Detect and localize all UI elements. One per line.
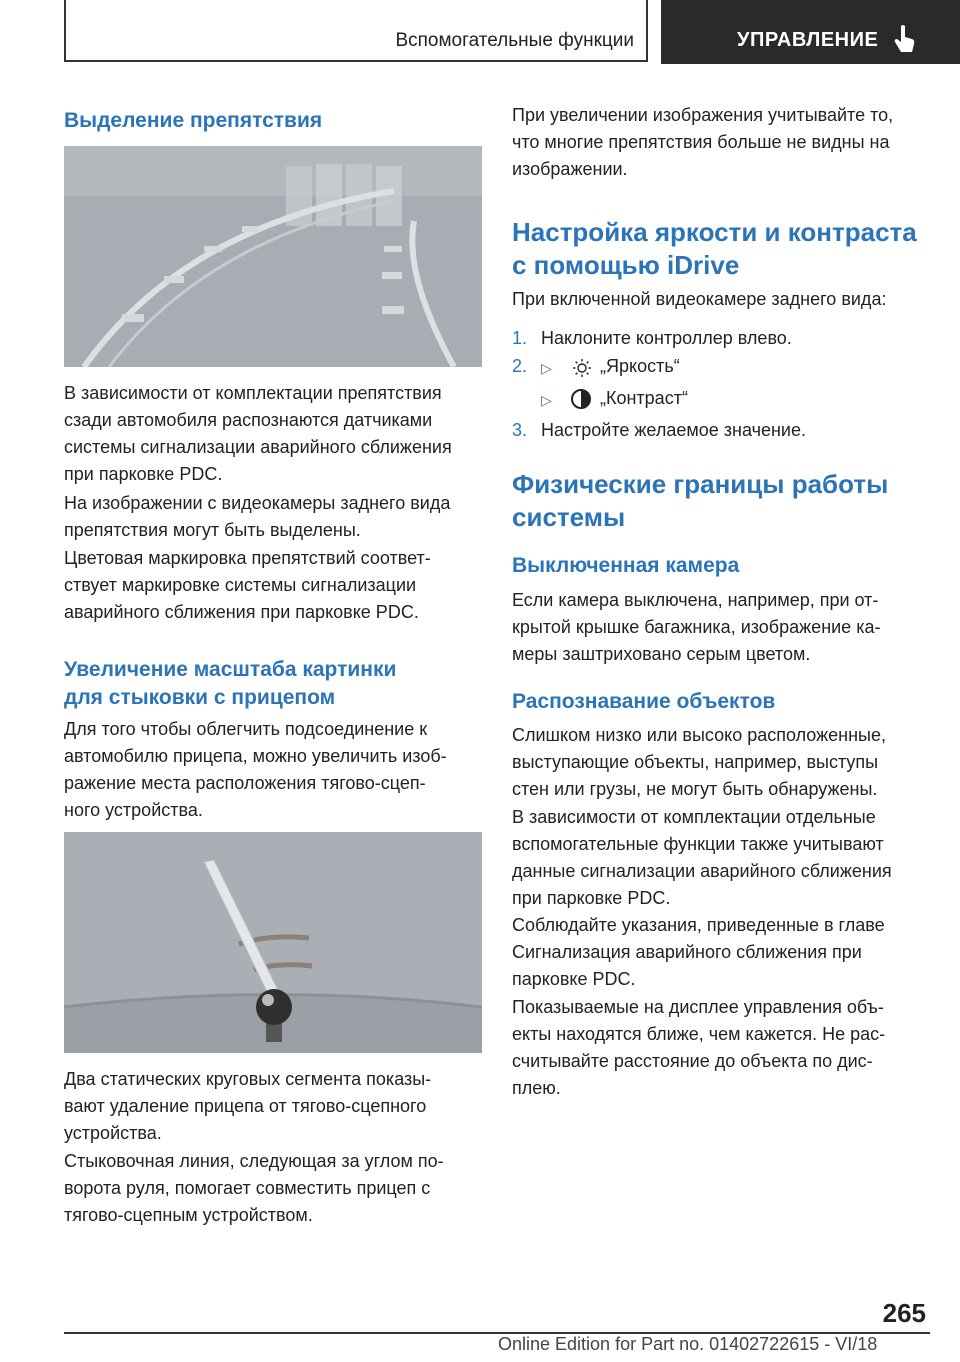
heading-line: Увеличение масштаба картинки [64,658,397,681]
heading-line: Настройка яркости и контраста [512,217,917,247]
text-line: меры заштриховано серым цветом. [512,644,811,664]
left-para-5 [64,1066,431,1147]
header-section-title: Вспомогательные функции [395,30,634,51]
text-line: вспомогательные функции также учитывают [512,834,884,854]
header-chapter-title: УПРАВЛЕНИЕ [737,29,879,51]
right-para-3 [512,587,880,668]
text-line: Если камера выключена, например, при от- [512,590,879,610]
text-line: вают удаление прицепа от тягово-сцепного [64,1096,427,1116]
text-line: Для того чтобы облегчить подсоединение к [64,719,428,739]
text-line: ворота руля, помогает совместить прицеп с [64,1178,431,1198]
heading-line: с помощью iDrive [512,250,740,280]
camera-view-illustration [64,146,482,367]
heading-camera-off: Выключенная камера [512,554,740,577]
text-line: при парковке PDC. [512,888,671,908]
left-para-6 [64,1148,444,1229]
left-para-2 [64,490,450,544]
text-line: изображении. [512,159,628,179]
text-line: данные сигнализации аварийного сближения [512,861,892,881]
heading-limits [512,468,888,534]
text-line: Стыковочная линия, следующая за углом по- [64,1151,444,1171]
right-para-7 [512,994,885,1102]
text-line: Два статических круговых сегмента показы- [64,1069,432,1089]
text-line: стен или грузы, не могут быть обнаружены. [512,779,878,799]
footer-edition: Online Edition for Part no. 01402722615 - VI/18 [498,1334,878,1354]
heading-line: для стыковки с прицепом [64,686,336,709]
right-para-2: При включенной видеокамере заднего вида: [512,289,887,309]
text-line: устройства. [64,1123,162,1143]
text-line: Цветовая маркировка препятствий соответ- [64,548,431,568]
text-line: Слишком низко или высоко расположенные, [512,725,886,745]
right-para-5 [512,804,892,912]
text-line: На изображении с видеокамеры заднего вида [64,493,451,513]
heading-line: Физические границы работы [512,469,889,499]
text-line: выступающие объекты, например, выступы [512,752,879,772]
text-line: Показываемые на дисплее управления объ- [512,997,884,1017]
step-number: 1. [512,328,528,348]
right-para-6 [512,912,885,993]
text-line: крытой крышке багажника, изображение ка- [512,617,881,637]
right-para-1 [512,102,893,183]
heading-obstacles: Выделение препятствия [64,109,323,132]
text-line: системы сигнализации аварийного сближения [64,437,452,457]
header-chapter-box [661,0,960,64]
hitch-view-illustration [64,832,482,1053]
left-para-3 [64,545,431,626]
triangle-arrow-icon: ▷ [541,360,552,376]
text-line: при парковке PDC. [64,464,223,484]
text-line: В зависимости от комплектации препятствия [64,383,442,403]
text-line: Соблюдайте указания, приведенные в главе [512,915,885,935]
text-line: аварийного сближения при парковке PDC. [64,602,419,622]
triangle-arrow-icon: ▷ [541,392,552,408]
step-text: Наклоните контроллер влево. [541,328,792,348]
text-line: екты находятся ближе, чем кажется. Не рас- [512,1024,886,1044]
figure-obstacle-highlight [64,146,482,367]
text-line: тягово-сцепным устройством. [64,1205,313,1225]
left-para-1 [64,380,452,488]
figure-trailer-zoom [64,832,482,1053]
step-text: „Контраст“ [600,388,688,408]
text-line: ного устройства. [64,800,203,820]
brightness-icon [572,358,592,378]
text-line: считывайте расстояние до объекта по дис- [512,1051,873,1071]
step-number: 2. [512,356,528,376]
text-line: что многие препятствия больше не видны на [512,132,890,152]
header-section-box [64,0,648,62]
text-line: ражение места расположения тягово-сцеп- [64,773,426,793]
contrast-icon [570,388,592,410]
hand-pointer-icon [893,24,917,54]
text-line: препятствия могут быть выделены. [64,520,361,540]
left-para-4 [64,716,447,824]
step-text: Настройте желаемое значение. [541,420,806,440]
text-line: ствует маркировке системы сигнализации [64,575,417,595]
page-number: 265 [882,1298,926,1328]
heading-line: системы [512,502,626,532]
right-para-4 [512,722,886,803]
heading-object-detection: Распознавание объектов [512,690,776,713]
text-line: автомобилю прицепа, можно увеличить изоб- [64,746,447,766]
text-line: При увеличении изображения учитывайте то, [512,105,894,125]
heading-brightness [512,216,917,282]
text-line: В зависимости от комплектации отдельные [512,807,876,827]
heading-zoom [64,656,396,712]
text-line: парковке PDC. [512,969,636,989]
text-line: сзади автомобиля распознаются датчиками [64,410,433,430]
text-line: Сигнализация аварийного сближения при [512,942,862,962]
text-line: плею. [512,1078,561,1098]
step-number: 3. [512,420,528,440]
step-text: „Яркость“ [600,356,680,376]
